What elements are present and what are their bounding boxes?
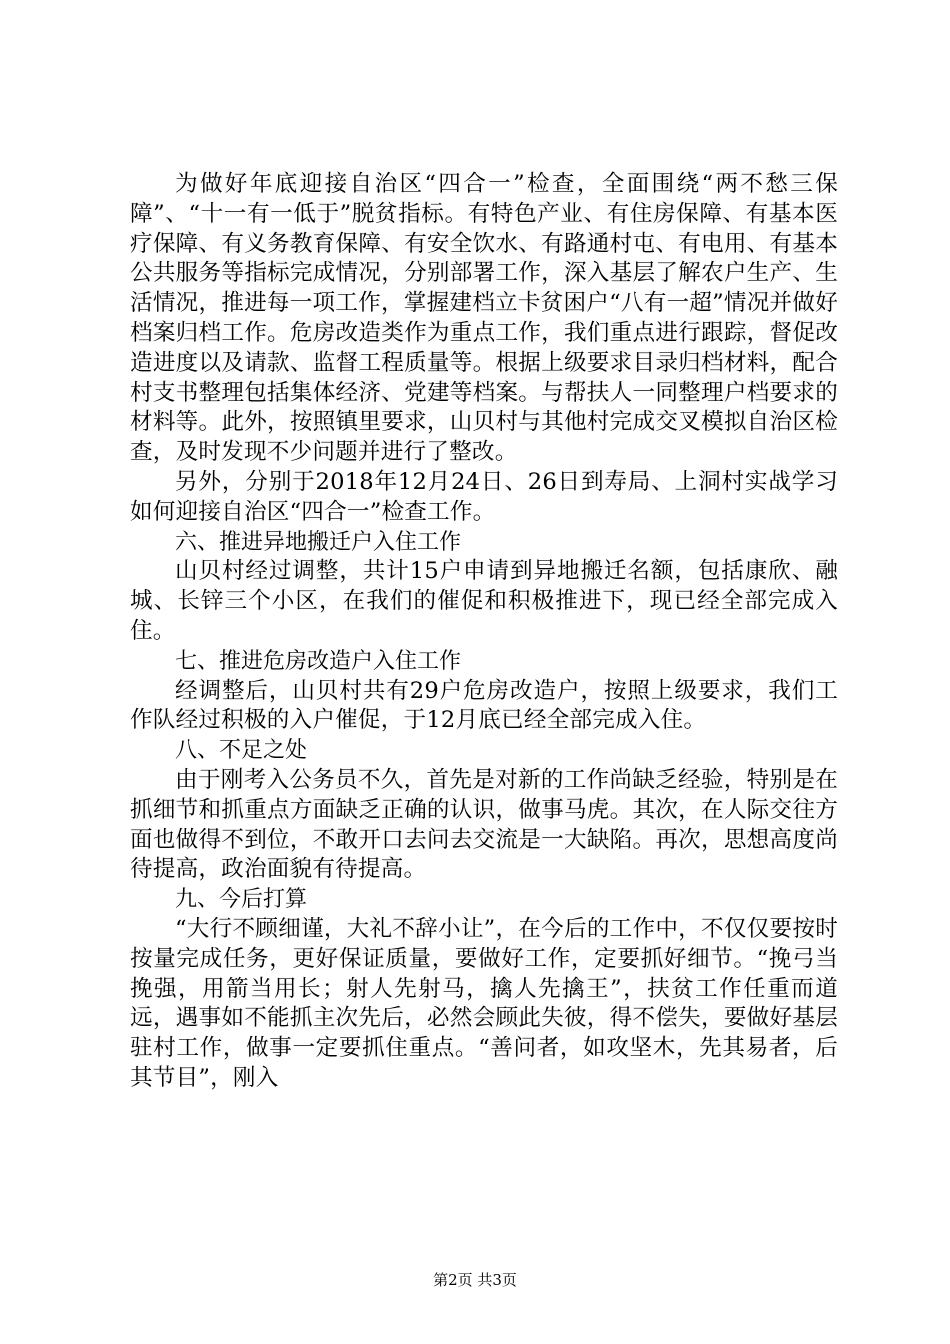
paragraph-shortcomings: 由于刚考入公务员不久，首先是对新的工作尚缺乏经验，特别是在抓细节和抓重点方面缺乏正确的认识，做事马虎。其次，在人际交往方面也做得不到位，不敢开口去问去交流是一大缺陷。再次，思想高度尚待提高，政治面貌有待提高。 xyxy=(130,766,838,883)
heading-house-renovation: 七、推进危房改造户入住工作 xyxy=(175,648,462,674)
document-body xyxy=(130,170,838,1094)
heading-future-plans: 九、今后打算 xyxy=(175,887,308,913)
paragraph-house-renovation: 经调整后，山贝村共有29户危房改造户，按照上级要求，我们工作队经过积极的入户催促，于12月底已经全部完成入住。 xyxy=(130,677,838,734)
paragraph-relocation: 山贝村经过调整，共计15户申请到异地搬迁名额，包括康欣、融城、长锌三个小区，在我们的催促和积极推进下，现已经全部完成入住。 xyxy=(130,558,838,644)
paragraph-inspection-prep: 为做好年底迎接自治区“四合一”检查，全面围绕“两不愁三保障”、“十一有一低于”脱贫指标。有特色产业、有住房保障、有基本医疗保障、有义务教育保障、有安全饮水、有路通村屯、有电用、有基本公共服务等指标完成情况，分别部署工作，深入基层了解农户生产、生活情况，推进每一项工作，掌握建档立卡贫困户“八有一超”情况并做好档案归档工作。危房改造类作为重点工作，我们重点进行跟踪，督促改造进度以及请款、监督工程质量等。根据上级要求目录归档材料，配合村支书整理包括集体经济、党建等档案。与帮扶人一同整理户档要求的材料等。此外，按照镇里要求，山贝村与其他村完成交叉模拟自治区检查，及时发现不少问题并进行了整改。 xyxy=(130,171,838,466)
paragraph-field-study: 另外，分别于2018年12月24日、26日到寿局、上洞村实战学习如何迎接自治区“四合一”检查工作。 xyxy=(130,468,838,525)
paragraph-future-plans: “大行不顾细谨，大礼不辞小让”，在今后的工作中，不仅仅要按时按量完成任务，更好保证质量，要做好工作，定要抓好细节。“挽弓当挽强，用箭当用长；射人先射马，擒人先擒王”，扶贫工作任重而道远，遇事如不能抓主次先后，必然会顾此失彼，得不偿失，要做好基层驻村工作，做事一定要抓住重点。“善问者，如攻坚木，先其易者，后其节目”，刚入 xyxy=(130,915,838,1091)
page-number-footer: 第2页 共3页 xyxy=(433,1271,517,1289)
heading-relocation: 六、推进异地搬迁户入住工作 xyxy=(175,529,462,555)
heading-shortcomings: 八、不足之处 xyxy=(175,738,308,764)
